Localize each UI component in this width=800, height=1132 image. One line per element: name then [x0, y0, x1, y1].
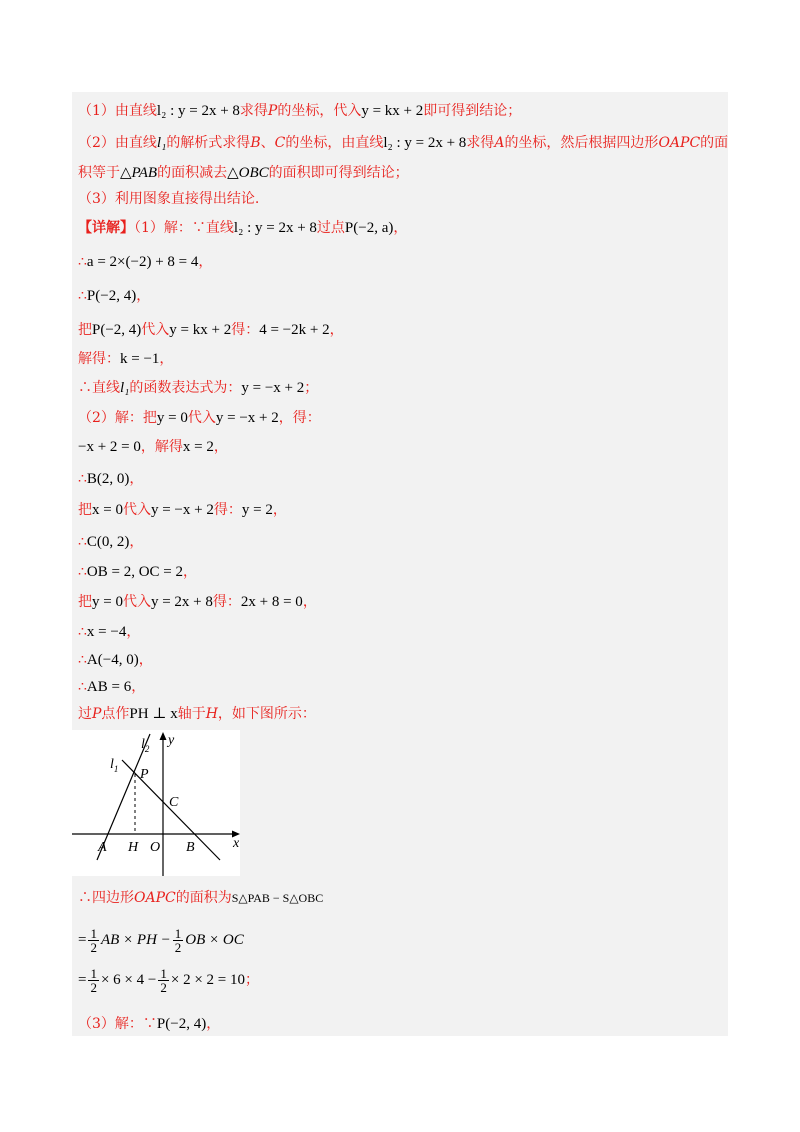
numerator: 1	[160, 965, 167, 981]
text: 得：	[231, 322, 260, 338]
fraction-half	[173, 927, 184, 954]
math-expr: l₂ : y = 2x + 8	[383, 135, 467, 151]
text: 点作	[101, 706, 130, 722]
point-A	[78, 650, 722, 670]
text: ∴	[78, 624, 87, 640]
lengths-OB-OC	[78, 562, 722, 582]
point-P	[78, 286, 722, 306]
math-expr: l₂ : y = 2x + 8	[156, 103, 240, 119]
math-expr: PH ⊥ x	[129, 706, 178, 722]
math-expr: B(2, 0)	[86, 471, 130, 487]
analysis-step-1	[78, 101, 722, 121]
text: 的坐标，代入	[277, 103, 362, 119]
text: （2）解：把	[78, 410, 157, 426]
denominator: 2	[90, 939, 97, 955]
text: ∴	[78, 471, 87, 487]
math-expr: A	[494, 135, 505, 151]
label-x: x	[233, 836, 240, 851]
denominator: 2	[174, 939, 182, 955]
area-statement	[78, 888, 722, 908]
label-H: H	[128, 840, 139, 855]
text: ，	[183, 564, 198, 580]
math-expr: y = 2	[241, 502, 273, 518]
numerator: 1	[90, 925, 97, 941]
math-expr: H	[205, 706, 218, 722]
text: 得：	[212, 594, 241, 610]
text: 解得：	[78, 351, 120, 367]
text: ，	[393, 220, 408, 236]
math-expr: △OBC	[227, 165, 269, 181]
text: 代入	[122, 502, 151, 518]
text: ，解得	[140, 439, 183, 455]
text: （2）由直线	[78, 135, 157, 151]
text: 即可得到结论；	[423, 103, 522, 119]
math-expr: AB × PH −	[100, 932, 171, 948]
text: 求得	[239, 103, 268, 119]
text: ∴直线	[78, 380, 120, 396]
text: ，	[213, 439, 228, 455]
text: ，	[198, 254, 213, 270]
analysis-step-2-cont	[78, 163, 722, 183]
math-expr: l₁	[120, 380, 130, 396]
text: （1）解：∵直线	[134, 220, 234, 236]
solve-k	[78, 349, 722, 369]
numerator: 1	[174, 925, 182, 941]
math-expr: y = −x + 2	[215, 410, 279, 426]
math-expr: OB × OC	[185, 932, 244, 948]
text: ，	[272, 502, 287, 518]
text: ；	[304, 380, 319, 396]
figure-svg	[72, 730, 240, 876]
text: ，	[159, 351, 174, 367]
math-expr: x = −4	[86, 624, 127, 640]
text: 的坐标，然后根据四边形	[504, 135, 659, 151]
math-expr: C	[274, 135, 286, 151]
denominator: 2	[90, 979, 97, 995]
y-axis-arrow	[160, 732, 167, 740]
substitute-x0	[78, 500, 722, 520]
text: ∴	[78, 534, 87, 550]
math-expr: C(0, 2)	[86, 534, 130, 550]
math-expr: y = −x + 2	[241, 380, 305, 396]
label-C: C	[169, 795, 179, 810]
solve-x	[78, 437, 722, 457]
math-expr: × 6 × 4 −	[100, 972, 157, 988]
area-formula	[78, 925, 722, 955]
text: ；	[245, 972, 259, 988]
math-expr: P	[267, 103, 278, 119]
denominator: 2	[160, 979, 167, 995]
label-y: y	[168, 733, 175, 748]
math-expr: y = 2x + 8	[150, 594, 213, 610]
detail-label: 【详解】	[78, 220, 134, 236]
text: ，	[138, 652, 153, 668]
text: 的面积为	[175, 890, 232, 906]
label-O: O	[150, 840, 161, 855]
text: ，	[129, 471, 144, 487]
numerator: 1	[90, 965, 97, 981]
math-expr: 2x + 8 = 0	[240, 594, 303, 610]
math-expr: y = kx + 2	[169, 322, 232, 338]
math-expr: y = −x + 2	[150, 502, 214, 518]
math-expr: y = 0	[92, 594, 123, 610]
analysis-step-2	[78, 133, 729, 153]
line-l1-expression	[78, 378, 722, 398]
math-expr: y = 0	[156, 410, 188, 426]
text: 把	[78, 502, 92, 518]
text: ∴	[78, 254, 87, 270]
text: （3）解：∵	[78, 1016, 157, 1032]
text: 的面积减去	[157, 165, 228, 181]
math-expr: P(−2, 4)	[86, 288, 137, 304]
text: 的函数表达式为：	[129, 380, 242, 396]
math-expr: S△PAB − S△OBC	[231, 891, 324, 905]
math-expr: =	[78, 932, 87, 948]
math-expr: OAPC	[658, 135, 701, 151]
part2-start	[78, 408, 722, 428]
text: ，	[129, 534, 144, 550]
math-expr: OAPC	[134, 890, 176, 906]
substitute-P	[78, 320, 722, 340]
text: 求得	[466, 135, 495, 151]
text: （3）利用图象直接得出结论.	[78, 191, 260, 207]
area-calculation	[78, 965, 722, 995]
text: 积等于	[78, 165, 120, 181]
detail-header	[78, 218, 722, 238]
fraction-half	[88, 927, 99, 954]
math-expr: x = 0	[92, 502, 123, 518]
text: 的解析式求得	[166, 135, 251, 151]
math-expr: OB = 2, OC = 2	[86, 564, 184, 580]
coordinate-figure	[72, 730, 240, 876]
math-expr: P(−2, a)	[344, 220, 394, 236]
text: 代入	[122, 594, 151, 610]
text: 过	[78, 706, 92, 722]
point-B	[78, 469, 722, 489]
math-expr: × 2 × 2 = 10	[170, 972, 245, 988]
fraction-half	[158, 967, 169, 994]
substitute-y0	[78, 592, 722, 612]
text: ，	[206, 1016, 221, 1032]
text: ，	[136, 288, 151, 304]
text: 得：	[213, 502, 242, 518]
text: （1）由直线	[78, 103, 157, 119]
math-expr: △PAB	[120, 165, 158, 181]
label-l2: $l_2$	[141, 737, 150, 754]
text: ，	[329, 322, 344, 338]
analysis-step-3	[78, 189, 722, 209]
text: ，如下图所示：	[217, 706, 316, 722]
math-expr: a = 2×(−2) + 8 = 4	[86, 254, 199, 270]
calc-a	[78, 252, 722, 272]
text: 代入	[187, 410, 216, 426]
label-P: P	[140, 767, 149, 782]
text: ，得：	[278, 410, 321, 426]
text: 轴于	[177, 706, 206, 722]
label-A: A	[98, 840, 107, 855]
math-expr: P(−2, 4)	[92, 322, 142, 338]
math-expr: AB = 6	[86, 679, 132, 695]
text: 过点	[316, 220, 345, 236]
text: 代入	[141, 322, 170, 338]
math-expr: =	[78, 972, 87, 988]
solve-x-m4	[78, 622, 722, 642]
math-expr: A(−4, 0)	[86, 652, 139, 668]
math-expr: B	[250, 135, 261, 151]
text: 的面	[700, 135, 729, 151]
text: 的面积即可得到结论；	[268, 165, 409, 181]
text: 、	[260, 135, 275, 151]
text: ∴	[78, 652, 87, 668]
part3-start	[78, 1014, 722, 1034]
point-C	[78, 532, 722, 552]
math-expr: l₂ : y = 2x + 8	[233, 220, 317, 236]
text: 把	[78, 322, 92, 338]
math-expr: k = −1	[120, 351, 160, 367]
label-B: B	[186, 840, 195, 855]
text: ，	[131, 679, 146, 695]
math-expr: x = 2	[182, 439, 214, 455]
construct-PH	[78, 704, 722, 724]
math-expr: −x + 2 = 0	[78, 439, 141, 455]
text: ∴	[78, 679, 87, 695]
text: ，	[126, 624, 141, 640]
math-expr: 4 = −2k + 2	[259, 322, 330, 338]
text: ，	[302, 594, 317, 610]
fraction-half	[88, 967, 99, 994]
text: ∴	[78, 288, 87, 304]
math-expr: l₁	[156, 135, 167, 151]
text: 把	[78, 594, 92, 610]
length-AB	[78, 677, 722, 697]
math-expr: P	[92, 706, 102, 722]
text: ∴	[78, 564, 87, 580]
label-l1: $l_1$	[110, 757, 119, 774]
math-expr: y = kx + 2	[361, 103, 424, 119]
text: 的坐标，由直线	[285, 135, 384, 151]
text: ∴四边形	[78, 890, 134, 906]
math-expr: P(−2, 4)	[156, 1016, 207, 1032]
